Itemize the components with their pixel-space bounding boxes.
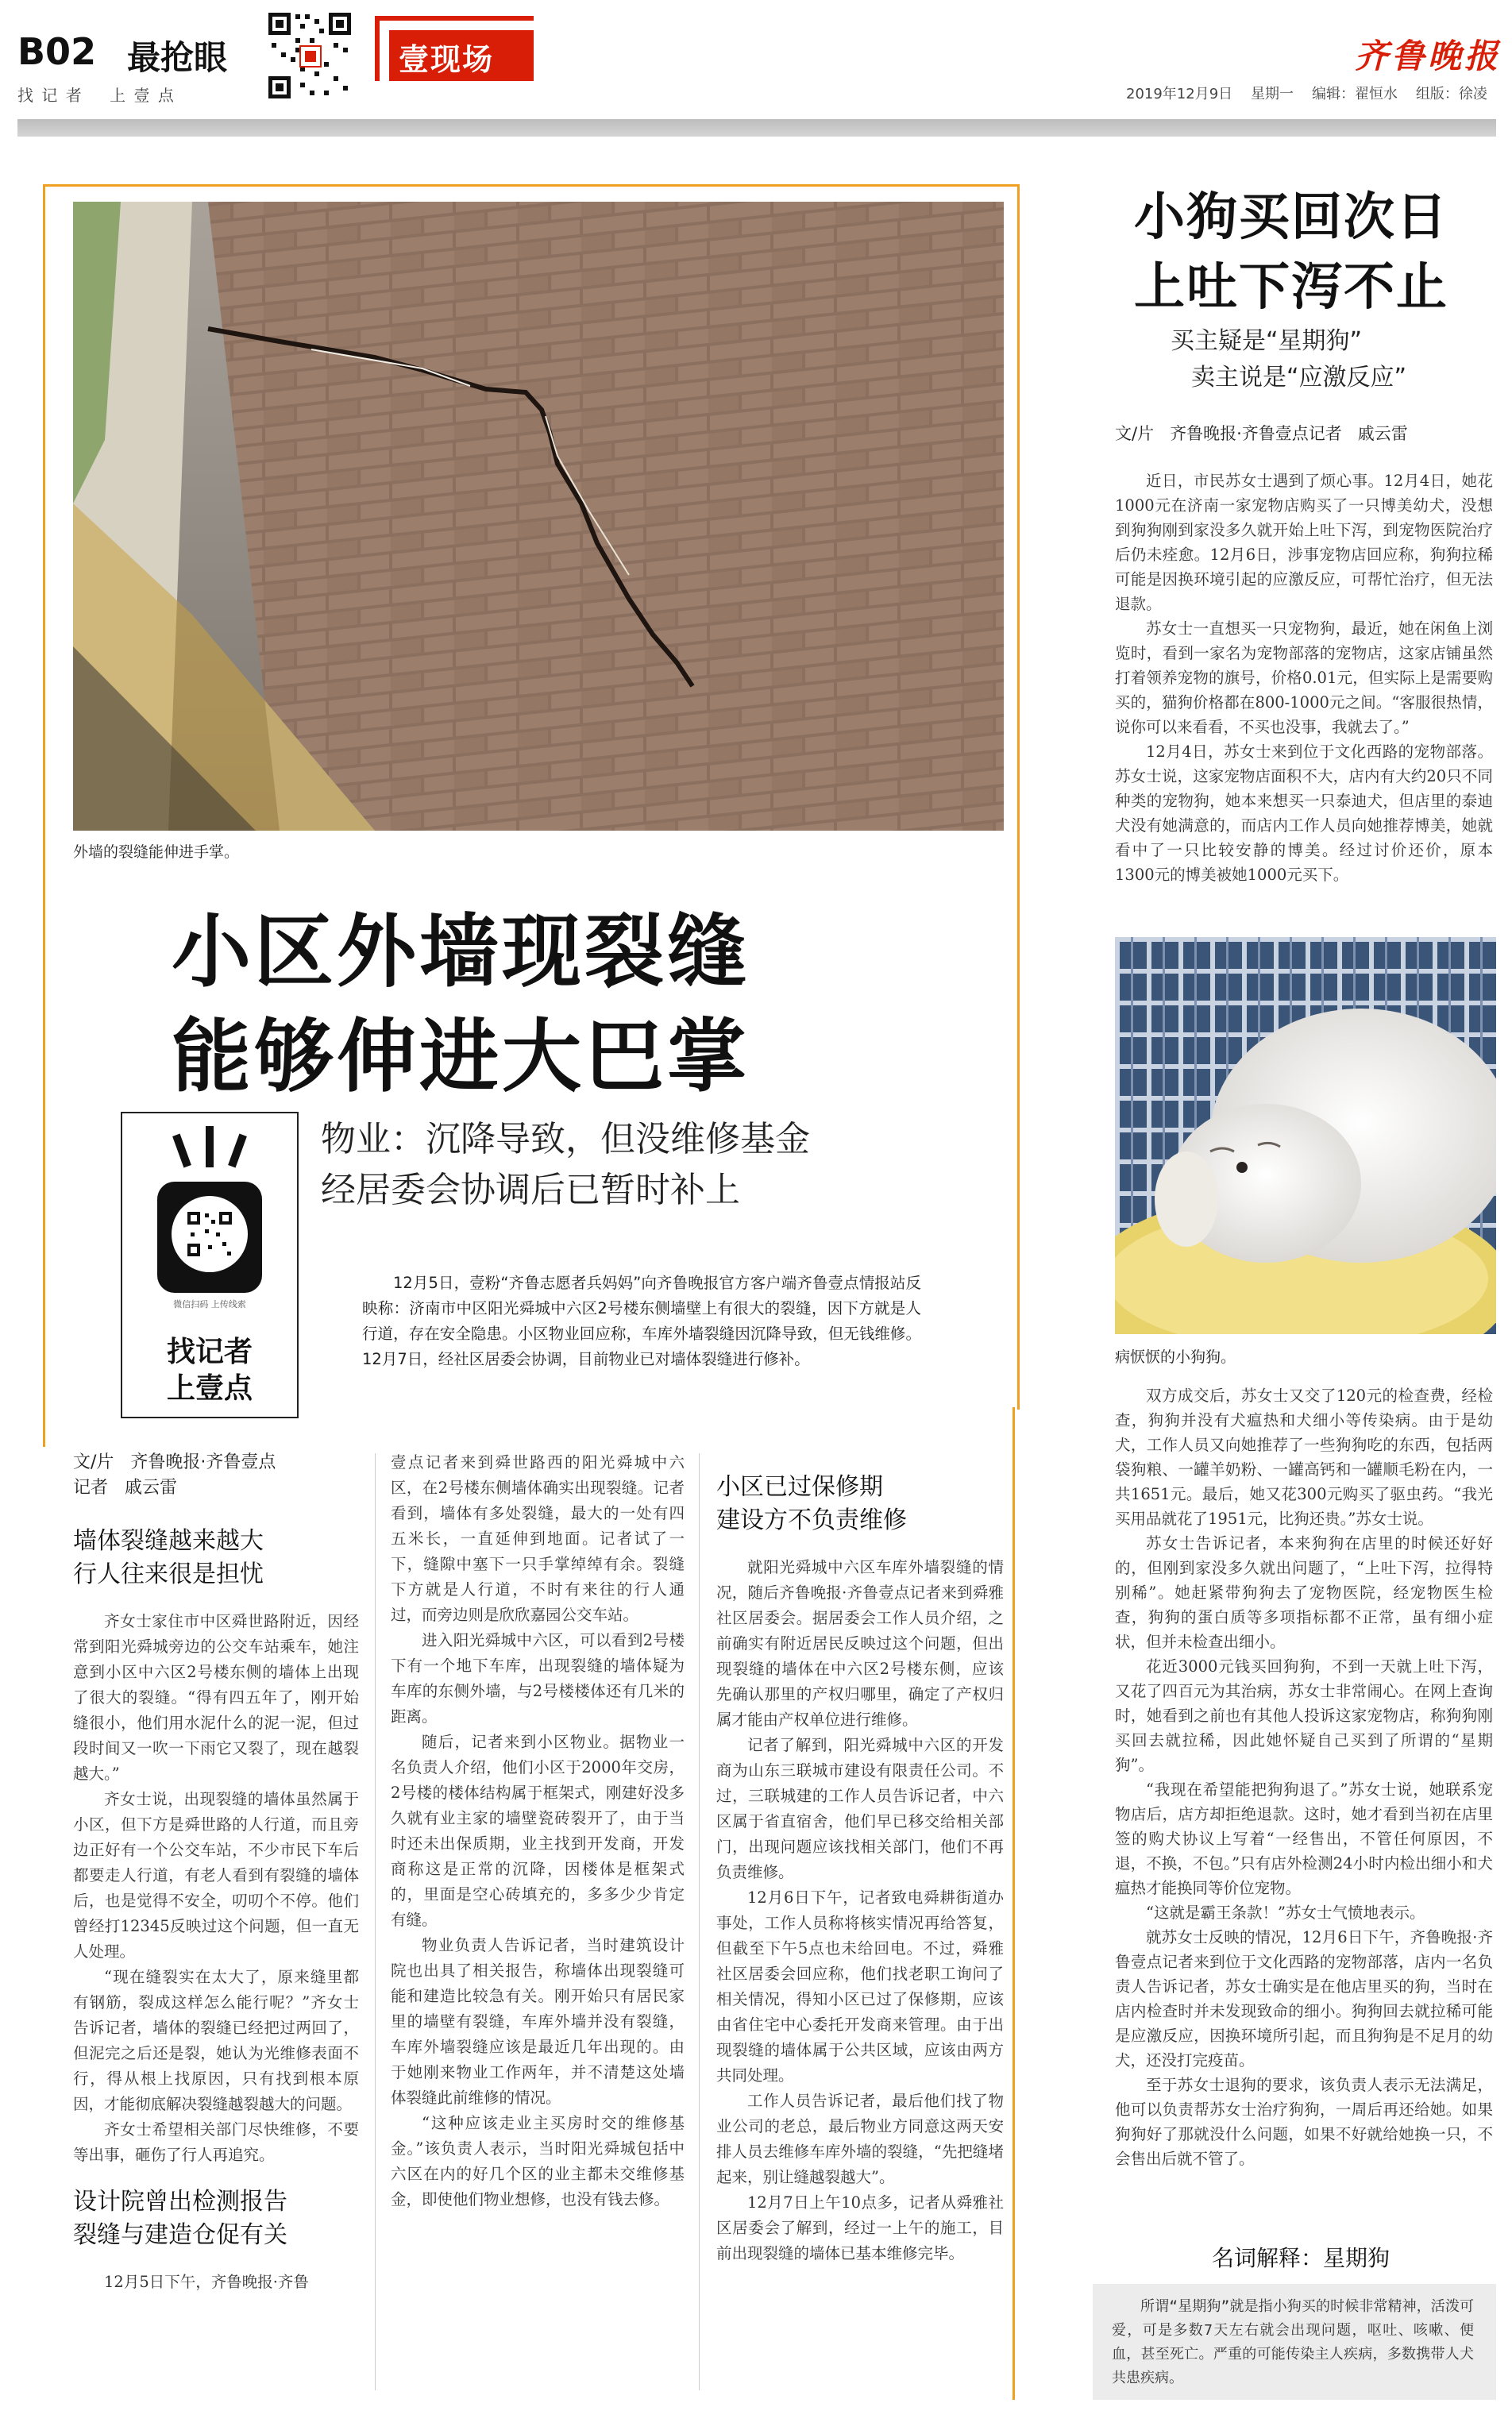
- col3-paragraph-3: 12月6日下午，记者致电舜耕街道办事处，工作人员称将核实情况再给答复，但截至下午5点也未给回电。不过，舜雅社区居委会回应称，他们找老职工询问了相关情况，得知小区已过了保修期，应该由省住宅中心委托开发商来管理。由于出现裂缝的墙体属于公共区域，应该由两方共同处理。: [716, 1888, 1004, 2085]
- subhead-design-institute: 设计院曾出检测报告 裂缝与建造仓促有关: [73, 2188, 287, 2249]
- dog-paragraph-2: 苏女士一直想买一只宠物狗，最近，她在闲鱼上浏览时，看到一家名为宠物部落的宠物店，这家店铺虽然打着领养宠物的旗号，价格0.01元，但实际上是需要购买的，猫狗价格都在800-1000元之间。“客服很热情，说你可以来看看，不买也没事，我就去了。”: [1115, 619, 1493, 736]
- dog-photo-caption: 病恹恹的小狗狗。: [1115, 1348, 1236, 1366]
- col1-paragraph-1: 齐女士家住市中区舜世路附近，因经常到阳光舜城旁边的公交车站乘车，她注意到小区中六区2号楼东侧的墙体上出现了很大的裂缝。“得有四五年了，刚开始缝很小，他们用水泥什么的泥一泥，但过段时间又一吹一下雨它又裂了，现在越裂越大。”: [73, 1612, 359, 1783]
- story-column-1: [73, 1525, 359, 2295]
- rays-icon: [172, 1126, 248, 1169]
- promo-small-text: 微信扫码 上传线索: [173, 1299, 246, 1310]
- dog-deck-line-2: 卖主说是“应激反应”: [1191, 364, 1407, 392]
- promo-label-2: 上壹点: [166, 1372, 253, 1405]
- dog-paragraph-4: 双方成交后，苏女士又交了120元的检查费，经检查，狗狗并没有犬瘟热和犬细小等传染病。由于是幼犬，工作人员又向她推荐了一些狗狗吃的东西，包括两袋狗粮、一罐羊奶粉、一罐高钙和一罐顺毛粉在内，一共1651元。最后，她又花300元购买了驱虫药。“我光买用品就花了1951元，比狗还贵。”苏女士说。: [1115, 1387, 1493, 1528]
- dog-paragraph-9: 就苏女士反映的情况，12月6日下午，齐鲁晚报·齐鲁壹点记者来到位于文化西路的宠物部落，店内一名负责人告诉记者，苏女士确实是在他店里买的狗，当时在店内检查时并未发现致命的细小。狗狗回去就拉稀可能是应激反应，因换环境所引起，而且狗狗是不足月的幼犬，还没打完疫苗。: [1115, 1928, 1493, 2069]
- glossary-box: [1093, 2284, 1496, 2400]
- lead-text: 12月5日，壹粉“齐鲁志愿者兵妈妈”向齐鲁晚报官方客户端齐鲁壹点情报站反映称：济南市中区阳光舜城中六区2号楼东侧墙壁上有很大的裂缝，因下方就是人行道，存在安全隐患。小区物业回应称，车库外墙裂缝因沉降导致，但无钱维修。12月7日，经社区居委会协调，目前物业已对墙体裂缝进行修补。: [362, 1274, 921, 1368]
- main-headline-line-1: 小区外墙现裂缝: [172, 905, 750, 998]
- col3-paragraph-1: 就阳光舜城中六区车库外墙裂缝的情况，随后齐鲁晚报·齐鲁壹点记者来到舜雅社区居委会。据居委会工作人员介绍，之前确实有附近居民反映过这个问题，但出现裂缝的墙体在中六区2号楼东侧，应该先确认那里的产权归哪里，确定了产权归属才能由产权单位进行维修。: [716, 1558, 1004, 1729]
- dog-paragraph-3: 12月4日，苏女士来到位于文化西路的宠物部落。苏女士说，这家宠物店面积不大，店内有大约20只不同种类的宠物狗，她本来想买一只泰迪犬，但店里的泰迪犬没有她满意的，而店内工作人员向她推荐博美，她就看中了一只比较安静的博美。经过讨价还价，原本1300元的博美被她1000元买下。: [1115, 743, 1493, 884]
- col1-paragraph-4: 齐女士希望相关部门尽快维修，不要等出事，砸伤了行人再追究。: [73, 2120, 359, 2164]
- reporter-promo-box: [121, 1112, 299, 1418]
- subhead-wall-crack: 墙体裂缝越来越大 行人往来很是担忧: [73, 1527, 264, 1588]
- col3-paragraph-5: 12月7日上午10点多，记者从舜雅社区居委会了解到，经过一上午的施工，目前出现裂缝的墙体已基本维修完毕。: [716, 2193, 1004, 2262]
- col2-paragraph-3: 随后，记者来到小区物业。据物业一名负责人介绍，他们小区于2000年交房，2号楼的楼体结构属于框架式，刚建好没多久就有业主家的墙壁瓷砖裂开了，由于当时还未出保质期，业主找到开发商，开发商称这是正常的沉降，因楼体是框架式的，里面是空心砖填充的，多多少少肯定有缝。: [391, 1733, 685, 1929]
- dog-paragraph-7: “我现在希望能把狗狗退了。”苏女士说，她联系宠物店后，店方却拒绝退款。这时，她才看到当初在店里签的购犬协议上写着“一经售出，不管任何原因，不退，不换，不包。”只有店外检测24小时内检出细小和犬瘟热才能换同等价位宠物。: [1115, 1780, 1493, 1897]
- masthead-qr-code: [267, 11, 353, 100]
- dog-paragraph-1: 近日，市民苏女士遇到了烦心事。12月4日，她花1000元在济南一家宠物店购买了一只博美幼犬，没想到狗狗刚到家没多久就开始上吐下泻，到宠物医院治疗后仍未痊愈。12月6日，涉事宠物店回应称，狗狗拉稀可能是因换环境引起的应激反应，可帮忙治疗，但无法退款。: [1115, 472, 1493, 613]
- promo-label-1: 找记者: [166, 1336, 253, 1368]
- col1-paragraph-5: 12月5日下午，齐鲁晚报·齐鲁: [104, 2273, 309, 2291]
- dog-paragraph-6: 花近3000元钱买回狗狗，不到一天就上吐下泻，又花了四百元为其治病，苏女士非常闹心。在网上查询时，她看到之前也有其他人投诉这家宠物店，称狗狗刚买回去就拉稀，因此她怀疑自己买到了所谓的“星期狗”。: [1115, 1657, 1493, 1774]
- col3-paragraph-4: 工作人员告诉记者，最后他们找了物业公司的老总，最后物业方同意这两天安排人员去维修车库外墙的裂缝，“先把缝堵起来，别让缝越裂越大”。: [716, 2092, 1004, 2186]
- masthead-rule: [17, 119, 1496, 137]
- deck-line-2: 经居委会协调后已暂时补上: [321, 1170, 740, 1210]
- subhead-warranty: 小区已过保修期 建设方不负责维修: [716, 1473, 907, 1534]
- channel-label: 壹现场: [399, 42, 495, 77]
- column-divider-2: [699, 1453, 700, 2390]
- dog-headline-line-1: 小狗买回次日: [1134, 188, 1448, 247]
- channel-badge: [375, 16, 534, 81]
- col3-paragraph-2: 记者了解到，阳光舜城中六区的开发商为山东三联城市建设有限责任公司。不过，三联城建的工作人员告诉记者，中六区属于省直宿舍，他们早已移交给相关部门，出现问题应该找相关部门，他们不再负责维修。: [716, 1736, 1004, 1881]
- story-column-2: [391, 1450, 685, 2212]
- promo-qr-code: [172, 1196, 248, 1272]
- masthead-slogan: 找 记 者 上 壹 点: [17, 86, 176, 105]
- col2-paragraph-2: 进入阳光舜城中六区，可以看到2号楼下有一个地下车库，出现裂缝的墙体疑为车库的东侧外墙，与2号楼楼体还有几米的距离。: [391, 1631, 685, 1726]
- dog-story-bottom: [1115, 1383, 1493, 2171]
- glossary-text: 所谓“星期狗”就是指小狗买的时候非常精神，活泼可爱，可是多数7天左右就会出现问题，呕吐、咳嗽、便血，甚至死亡。严重的可能传染主人疾病，多数携带人犬共患疾病。: [1112, 2298, 1474, 2386]
- lead-paragraph: [362, 1271, 921, 1372]
- col2-paragraph-1: 壹点记者来到舜世路西的阳光舜城中六区，在2号楼东侧墙体确实出现裂缝。记者看到，墙体有多处裂缝，最大的一处有四五米长，一直延伸到地面。记者试了一下，缝隙中塞下一只手掌绰绰有余。裂缝下方就是人行道，不时有来往的行人通过，而旁边则是欣欣嘉园公交车站。: [391, 1453, 685, 1624]
- col1-paragraph-2: 齐女士说，出现裂缝的墙体虽然属于小区，但下方是舜世路的人行道，而且旁边正好有一个公交车站，不少市民下车后都要走人行道，有老人看到有裂缝的墙体后，也是觉得不安全，叨叨个不停。他们曾经打12345反映过这个问题，但一直无人处理。: [73, 1790, 359, 1961]
- dog-paragraph-5: 苏女士告诉记者，本来狗狗在店里的时候还好好的，但刚到家没多久就出问题了，“上吐下泻，拉得特别稀”。她赶紧带狗狗去了宠物医院，经宠物医生检查，狗狗的蛋白质等多项指标都不正常，虽有细小症状，但并未检查出细小。: [1115, 1534, 1493, 1651]
- dog-paragraph-8: “这就是霸王条款！”苏女士气愤地表示。: [1146, 1904, 1425, 1922]
- sick-puppy-photo: [1115, 937, 1496, 1334]
- frame-left-tail: [43, 1407, 45, 1447]
- page-number: B02: [17, 30, 97, 73]
- dog-story-top: [1115, 469, 1493, 887]
- byline-line-2: 记者 戚云雷: [73, 1478, 177, 1498]
- main-headline-line-2: 能够伸进大巴掌: [172, 1010, 750, 1103]
- cracked-wall-photo: [73, 202, 1004, 831]
- col1-paragraph-3: “现在缝裂实在太大了，原来缝里都有钢筋，裂成这样怎么能行呢？”齐女士告诉记者，墙体的裂缝已经把过两回了，但泥完之后还是裂，她认为光维修表面不行，得从根上找原因，只有找到根本原因，才能彻底解决裂缝越裂越大的问题。: [73, 1968, 359, 2113]
- byline-line-1: 文/片 齐鲁晚报·齐鲁壹点: [73, 1452, 276, 1472]
- date-line: 2019年12月9日 星期一 编辑：翟恒水 组版：徐凌: [1126, 86, 1487, 102]
- section-title: 最抢眼: [127, 38, 228, 77]
- dog-headline-line-2: 上吐下泻不止: [1134, 258, 1448, 317]
- col2-paragraph-4: 物业负责人告诉记者，当时建筑设计院也出具了相关报告，称墙体出现裂缝可能和建造比较急有关。刚开始只有居民家里的墙壁有裂缝，车库外墙并没有裂缝，车库外墙裂缝应该是最近几年出现的。由于她刚来物业工作两年，并不清楚这处墙体裂缝此前维修的情况。: [391, 1936, 685, 2107]
- frame-right-tail: [1012, 1407, 1015, 2400]
- deck-line-1: 物业：沉降导致，但没维修基金: [321, 1119, 810, 1159]
- photo-caption: 外墙的裂缝能伸进手掌。: [73, 843, 240, 861]
- column-divider-1: [375, 1453, 376, 2390]
- dog-paragraph-10: 至于苏女士退狗的要求，该负责人表示无法满足，他可以负责帮苏女士治疗狗狗，一周后再还给她。如果狗狗好了那就没什么问题，如果不好就给她换一只，不会售出后就不管了。: [1115, 2076, 1493, 2168]
- col2-paragraph-5: “这种应该走业主买房时交的维修基金。”该负责人表示，当时阳光舜城包括中六区在内的好几个区的业主都未交维修基金，即使他们物业想修，也没有钱去修。: [391, 2114, 685, 2208]
- dog-deck-line-1: 买主疑是“星期狗”: [1171, 327, 1363, 355]
- story-column-3: [716, 1471, 1004, 2266]
- newspaper-logo: 齐鲁晚报: [1355, 37, 1502, 75]
- dog-byline: 文/片 齐鲁晚报·齐鲁壹点记者 戚云雷: [1115, 424, 1408, 443]
- glossary-title: 名词解释：星期狗: [1212, 2245, 1390, 2271]
